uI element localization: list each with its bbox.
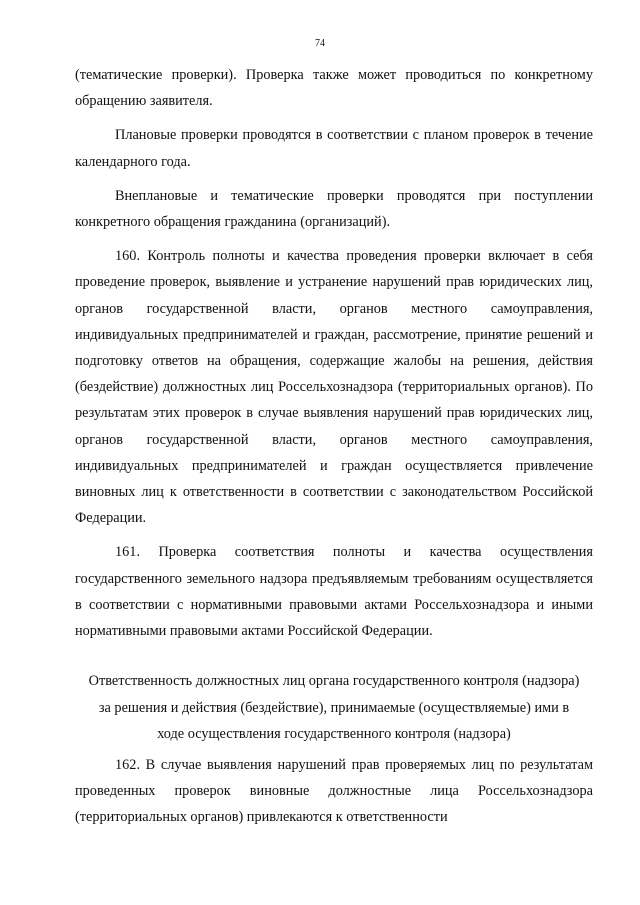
- paragraph-planned-inspections: Плановые проверки проводятся в соответствии с планом проверок в течение календарного года.: [75, 127, 593, 170]
- section-heading: Ответственность должностных лиц органа государственного контроля (надзора) за решения и действия (бездействие), принимаемые (осуществляемые) ими в ходе осуществления государственного контроля (надзора): [88, 673, 580, 743]
- paragraph-unplanned-inspections: Внеплановые и тематические проверки проводятся при поступлении конкретного обращения гражданина (организаций).: [75, 187, 593, 231]
- paragraph-intro-continuation: (тематические проверки). Проверка также может проводиться по конкретному обращению заявителя.: [75, 67, 593, 110]
- paragraph-161: 161. Проверка соответствия полноты и качества осуществления государственного земельного надзора предъявляемым требованиям осуществляется в соответствии с нормативными правовыми актами Россельхознадзора и иными нормативными правовыми актами Российской Федерации.: [75, 544, 593, 640]
- page-number: 74: [315, 38, 325, 49]
- paragraph-160: 160. Контроль полноты и качества проведения проверки включает в себя проведение проверок, выявление и устранение нарушений прав юридических лиц, органов государственной власти, органов местного самоуправления, индивидуальных предпринимателей и граждан, рассмотрение, принятие решений и подготовку ответов на обращения, содержащие жалобы на решения, действия (бездействие) должностных лиц Россельхознадзора (территориальных органов). По результатам этих проверок в случае выявления нарушений прав юридических лиц, органов государственной власти, органов местного самоуправления, индивидуальных предпринимателей и граждан осуществляется привлечение виновных лиц к ответственности в соответствии с законодательством Российской Федерации.: [75, 248, 593, 527]
- document-body: [75, 62, 593, 838]
- paragraph-162: 162. В случае выявления нарушений прав проверяемых лиц по результатам проведенных проверок виновные должностные лица Россельхознадзора (территориальных органов) привлекаются к ответственности: [75, 756, 593, 826]
